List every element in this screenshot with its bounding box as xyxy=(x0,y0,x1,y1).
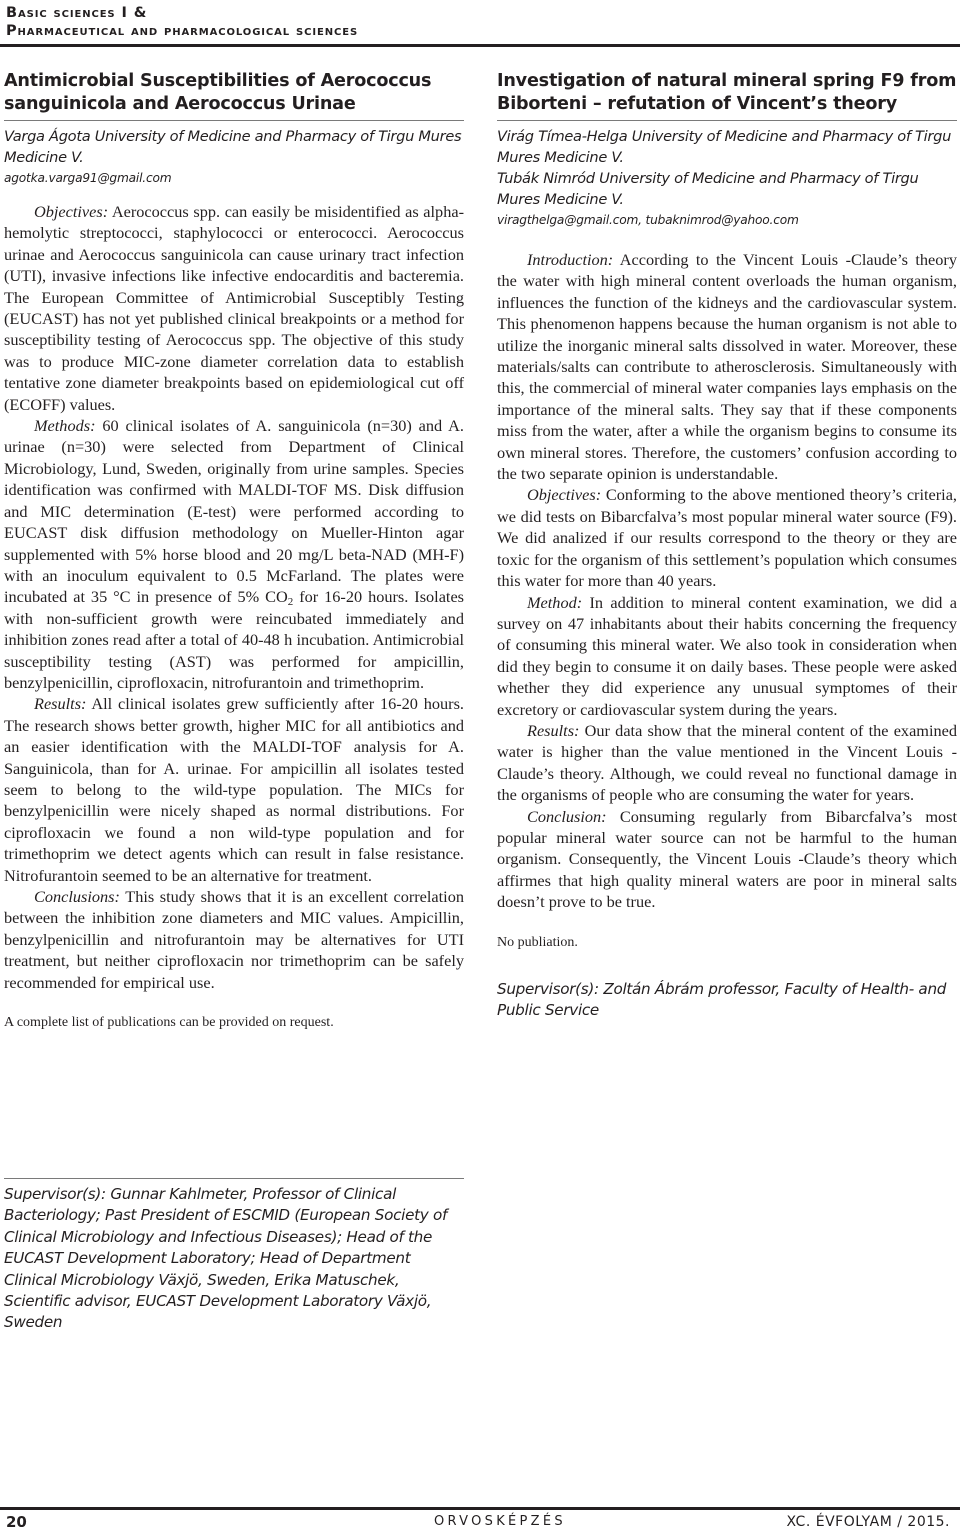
methods-paragraph xyxy=(4,415,464,693)
introduction-label: Introduction: xyxy=(527,250,614,269)
title-divider xyxy=(4,120,464,121)
conclusion-paragraph xyxy=(497,806,957,913)
title-divider xyxy=(497,120,957,121)
footer-rule xyxy=(0,1507,960,1510)
section-header-line-2: Pharmaceutical and pharmacological sciences xyxy=(6,23,359,39)
objectives-label: Objectives: xyxy=(527,485,602,505)
objectives-text: Conforming to the above mentioned theory’s criteria, we did tests on Bibarcfalva’s most popular mineral water source (F9). We did analized if our results correspond to the theory or they are toxic for the organism of this settlement’s population which consumes this water for more than 40 years. xyxy=(497,485,957,591)
objectives-paragraph xyxy=(497,484,957,591)
results-paragraph xyxy=(497,720,957,806)
methods-text-cont: for 16-20 hours. Isolates with non-sufficient growth were reincubated immediately and inhibition zones read after a total of 40-48 h incubation. Antimicrobial susceptibility testing (AST) was performed for ampicillin, benzylpenicillin, ciprofloxacin, nitrofurantoin and trimethoprim. xyxy=(4,587,465,692)
publications-note: A complete list of publications can be provided on request. xyxy=(4,1015,334,1031)
journal-name: ORVOSKÉPZÉS xyxy=(434,1514,566,1529)
abstract-author-2: Tubák Nimród University of Medicine and Pharmacy of Tirgu Mures Medicine V. xyxy=(497,170,919,208)
abstract-author-1: Virág Tímea-Helga University of Medicine and Pharmacy of Tirgu Mures Medicine V. xyxy=(497,128,952,166)
supervisor-divider xyxy=(4,1178,464,1179)
abstract-body xyxy=(497,249,957,913)
abstract-right xyxy=(497,70,957,1021)
conclusion-label: Conclusion: xyxy=(527,806,607,826)
method-paragraph xyxy=(497,592,957,720)
objectives-paragraph xyxy=(4,201,464,415)
header-rule xyxy=(0,44,960,47)
abstract-left xyxy=(4,70,464,1033)
abstract-authors: Varga Ágota University of Medicine and Pharmacy of Tirgu Mures Medicine V. xyxy=(4,128,462,166)
publications-note: No publiation. xyxy=(497,934,578,950)
section-header-line-1: Basic sciences I & xyxy=(6,5,148,21)
conclusions-label: Conclusions: xyxy=(34,887,120,906)
author-email: agotka.varga91@gmail.com xyxy=(4,171,172,185)
results-label: Results: xyxy=(34,694,87,714)
page-number: 20 xyxy=(6,1513,27,1531)
objectives-label: Objectives: xyxy=(34,202,109,221)
introduction-text: According to the Vincent Louis -Claude’s theory the water with high mineral content overloads the human organism, influences the function of the kidneys and the cardiovascular system. This phenomenon happens because the human organism is not able to utilize the inorganic mineral salts dissolved in water. Moreover, these materials/salts can contribute to atherosclerosis. Simultaneously with this, the commercial of mineral water companies lays emphasis on the importance of the mineral salts. They say that if these components miss from the water, after a while the organism begins to consume its own mineral stores. Therefore, the customers’ confusion according to the two separate opinion is understandable. xyxy=(497,250,957,484)
results-paragraph xyxy=(4,693,464,886)
methods-label: Methods: xyxy=(34,416,96,436)
method-text: In addition to mineral content examination, we did a survey on 47 inhabitants about their habits concerning the frequency of consuming this mineral water. We also took in consideration when did they begin to consume it on daily bases. These people were asked whether they did experience any unusual symptomes of their excretory or cardiovascular system during the years. xyxy=(497,592,957,719)
supervisor-right: Supervisor(s): Zoltán Ábrám professor, Faculty of Health- and Public Service xyxy=(497,979,947,1019)
abstract-title: Investigation of natural mineral spring F9 from Biborteni – refutation of Vincent’s theory xyxy=(497,71,957,114)
results-label: Results: xyxy=(527,720,580,740)
introduction-paragraph xyxy=(497,249,957,484)
objectives-text: Aerococcus spp. can easily be misidentified as alpha-hemolytic streptococci, staphylococci or enterococci. Aerococcus urinae and Aerococcus sanguinicola can cause urinary tract infection (UTI), invasive infections like infective endocarditis and bacteremia. The European Committee of Antimicrobial Susceptibly Testing (EUCAST) has not yet published clinical breakpoints or a method for susceptibility testing of Aerococcus spp. The objective of this study was to produce MIC-zone diameter correlation data to establish tentative zone diameter breakpoints based on epidemiological cut off (ECOFF) values. xyxy=(4,202,464,414)
results-text: All clinical isolates grew sufficiently after 16-20 hours. The research shows better growth, higher MIC for all antibiotics and an easier identification with the MALDI-TOF analysis for A. Sanguinicola, than for A. urinae. For ampicillin all isolates tested seem to belong to the wild-type population. The MICs for benzylpenicillin were nicely shaped as normal distributions. For ciprofloxacin we found a non wild-type population and for trimethoprim we detect agents which can result in false resistance. Nitrofurantoin seemed to be an alternative for treatment. xyxy=(4,694,464,885)
conclusions-text: This study shows that it is an excellent correlation between the inhibition zone diameters and MIC values. Ampicillin, benzylpenicillin and nitrofurantoin may be alternatives for UTI treatment, but neither ciprofloxacin nor trimethoprim can be safely recommended for empirical use. xyxy=(4,887,464,992)
abstract-body xyxy=(4,201,464,993)
issue-label: XC. ÉVFOLYAM / 2015. xyxy=(786,1514,950,1530)
abstract-title: Antimicrobial Susceptibilities of Aerococcus sanguinicola and Aerococcus Urinae xyxy=(4,71,432,114)
method-label: Method: xyxy=(527,592,583,612)
supervisor-left: Supervisor(s): Gunnar Kahlmeter, Professor of Clinical Bacteriology; Past President of ESCMID (European Society of Clinical Microbiology and Infectious Diseases); Head of the EUCAST Development Laboratory; Head of Department Clinical Microbiology Växjö, Sweden, Erika Matuschek, Scientific advisor, EUCAST Development Laboratory Växjö, Sweden xyxy=(4,1185,448,1332)
conclusions-paragraph xyxy=(4,886,464,993)
results-text: Our data show that the mineral content of the examined water is higher than the value mentioned in the Vincent Louis -Claude’s theory. Although, we could reveal no functional damage in the organisms of people who are consuming the water for years. xyxy=(497,720,957,805)
conclusion-text: Consuming regularly from Bibarcfalva’s most popular mineral water source can not be harmful to the human organism. Consequently, the Vincent Louis -Claude’s theory which affirmes that high quality mineral waters are poor in mineral salts doesn’t prove to be true. xyxy=(497,806,957,912)
author-emails: viragthelga@gmail.com, tubaknimrod@yahoo.com xyxy=(497,213,799,227)
methods-subscript: 2 xyxy=(287,596,294,609)
methods-text: 60 clinical isolates of A. sanguinicola (n=30) and A. urinae (n=30) were selected from Department of Clinical Microbiology, Lund, Sweden, originally from urine samples. Species identification was confirmed with MALDI-TOF MS. Disk diffusion and MIC determination (E-test) were performed according to EUCAST disk diffusion methodology on Mueller-Hinton agar supplemented with 5% horse blood and 20 mg/L beta-NAD (MH-F) with an inoculum equivalent to 0.5 McFarland. The plates were incubated at 35 °C in presence of 5% CO xyxy=(4,416,464,607)
section-header xyxy=(6,4,946,40)
